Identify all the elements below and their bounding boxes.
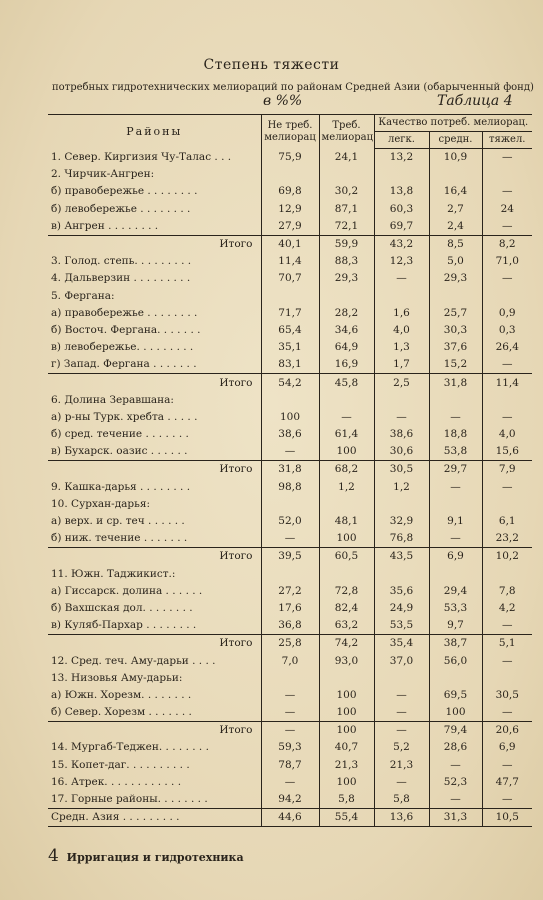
table-row-total — [48, 235, 532, 253]
value-medium: 9,1 — [429, 513, 482, 530]
value-heavy: — — [482, 652, 532, 669]
value-need: 68,2 — [319, 461, 374, 479]
value-medium: — — [429, 479, 482, 496]
value-light: 5,8 — [374, 791, 429, 809]
table-row-total — [48, 374, 532, 392]
value-heavy — [482, 166, 532, 183]
value-no-need: 39,5 — [261, 548, 319, 566]
table-row — [48, 201, 532, 218]
value-medium: 31,8 — [429, 374, 482, 392]
value-no-need: 94,2 — [261, 791, 319, 809]
region-name: 10. Сурхан-дарья: — [51, 497, 151, 510]
value-no-need — [261, 566, 319, 583]
value-medium — [429, 288, 482, 305]
value-medium: 29,4 — [429, 583, 482, 600]
table-subtitle: потребных гидротехнических мелиораций по районам Средней Азии (обарыченный фонд) — [52, 82, 534, 93]
value-no-need — [261, 670, 319, 687]
table-row — [48, 426, 532, 443]
value-heavy: — — [482, 791, 532, 809]
value-no-need: 54,2 — [261, 374, 319, 392]
value-heavy: 10,2 — [482, 548, 532, 566]
value-heavy: — — [482, 270, 532, 287]
value-no-need: 31,8 — [261, 461, 319, 479]
value-heavy: 24 — [482, 201, 532, 218]
value-medium: 10,9 — [429, 149, 482, 167]
value-medium: — — [429, 757, 482, 774]
value-heavy: 47,7 — [482, 774, 532, 791]
table-row-final — [48, 809, 532, 827]
header-regions: Районы — [48, 115, 261, 149]
header-medium: средн. — [429, 132, 482, 149]
value-light: — — [374, 704, 429, 722]
table-row — [48, 356, 532, 374]
table-row — [48, 513, 532, 530]
region-name: Итого — [48, 374, 261, 392]
value-no-need: — — [261, 687, 319, 704]
value-heavy: 20,6 — [482, 722, 532, 740]
region-name: Итого — [48, 548, 261, 566]
value-need — [319, 496, 374, 513]
table-number: Таблица 4 — [437, 93, 513, 109]
value-no-need: 44,6 — [261, 809, 319, 827]
value-medium: 31,3 — [429, 809, 482, 827]
table-row — [48, 409, 532, 426]
value-need: 87,1 — [319, 201, 374, 218]
value-no-need: 75,9 — [261, 149, 319, 167]
value-light: 13,8 — [374, 183, 429, 200]
table-row — [48, 566, 532, 583]
table-row — [48, 757, 532, 774]
region-name: 11. Южн. Таджикист.: — [51, 567, 176, 580]
table-row — [48, 288, 532, 305]
table-row — [48, 704, 532, 722]
value-need: 93,0 — [319, 652, 374, 669]
value-light — [374, 496, 429, 513]
value-medium — [429, 166, 482, 183]
value-no-need: 71,7 — [261, 305, 319, 322]
table-row — [48, 270, 532, 287]
region-name: 5. Фергана: — [51, 289, 115, 302]
table-row — [48, 166, 532, 183]
value-light — [374, 166, 429, 183]
value-medium: 29,3 — [429, 270, 482, 287]
value-no-need: 36,8 — [261, 617, 319, 635]
value-no-need: 65,4 — [261, 322, 319, 339]
value-need — [319, 288, 374, 305]
value-light: 35,4 — [374, 635, 429, 653]
value-light: 30,5 — [374, 461, 429, 479]
region-name: б) ниж. течение . . . . . . . — [51, 532, 188, 545]
value-heavy: 30,5 — [482, 687, 532, 704]
value-need: 72,1 — [319, 218, 374, 236]
value-no-need: 100 — [261, 409, 319, 426]
table-row — [48, 583, 532, 600]
value-need: 30,2 — [319, 183, 374, 200]
value-no-need: 70,7 — [261, 270, 319, 287]
value-need: 60,5 — [319, 548, 374, 566]
value-medium: — — [429, 530, 482, 548]
value-light: 53,5 — [374, 617, 429, 635]
value-need: 24,1 — [319, 149, 374, 167]
value-medium: 28,6 — [429, 739, 482, 756]
value-need: 100 — [319, 443, 374, 461]
value-need: 100 — [319, 704, 374, 722]
value-need: 64,9 — [319, 339, 374, 356]
region-name: Итого — [48, 722, 261, 740]
value-need: 100 — [319, 774, 374, 791]
table-row — [48, 617, 532, 635]
value-need: 55,4 — [319, 809, 374, 827]
table-row-total — [48, 635, 532, 653]
value-medium: 5,0 — [429, 253, 482, 270]
region-name: б) Вахшская дол. . . . . . . . — [51, 601, 193, 614]
data-table-wrapper — [48, 114, 532, 827]
value-medium: 52,3 — [429, 774, 482, 791]
value-medium: 100 — [429, 704, 482, 722]
value-medium: 79,4 — [429, 722, 482, 740]
value-need: 61,4 — [319, 426, 374, 443]
value-no-need: 52,0 — [261, 513, 319, 530]
value-heavy: — — [482, 218, 532, 236]
value-light — [374, 566, 429, 583]
value-need: 34,6 — [319, 322, 374, 339]
value-light — [374, 392, 429, 409]
table-row — [48, 791, 532, 809]
region-name: б) Восточ. Фергана. . . . . . . — [51, 323, 201, 336]
value-light: 69,7 — [374, 218, 429, 236]
value-heavy: 0,9 — [482, 305, 532, 322]
value-no-need: — — [261, 530, 319, 548]
value-no-need — [261, 166, 319, 183]
value-medium: — — [429, 409, 482, 426]
region-name: 2. Чирчик-Ангрен: — [51, 168, 155, 181]
value-medium: 6,9 — [429, 548, 482, 566]
value-medium: 38,7 — [429, 635, 482, 653]
value-no-need: — — [261, 443, 319, 461]
region-name: б) левобережье . . . . . . . . — [51, 202, 191, 215]
value-heavy: 8,2 — [482, 235, 532, 253]
value-no-need — [261, 496, 319, 513]
value-no-need: — — [261, 704, 319, 722]
region-name: 1. Север. Киргизия Чу-Талас . . . — [51, 150, 232, 163]
value-heavy — [482, 288, 532, 305]
table-row — [48, 443, 532, 461]
value-heavy: 0,3 — [482, 322, 532, 339]
value-light: 2,5 — [374, 374, 429, 392]
data-table — [48, 114, 532, 827]
value-light: 1,3 — [374, 339, 429, 356]
value-no-need: 69,8 — [261, 183, 319, 200]
region-name: Итого — [48, 635, 261, 653]
value-no-need: 98,8 — [261, 479, 319, 496]
value-light: 35,6 — [374, 583, 429, 600]
value-medium: 25,7 — [429, 305, 482, 322]
value-need: 100 — [319, 687, 374, 704]
table-row — [48, 305, 532, 322]
value-no-need: — — [261, 722, 319, 740]
value-heavy: — — [482, 409, 532, 426]
value-medium: 2,4 — [429, 218, 482, 236]
value-light — [374, 288, 429, 305]
value-need: 88,3 — [319, 253, 374, 270]
value-medium: 16,4 — [429, 183, 482, 200]
table-row-total — [48, 548, 532, 566]
table-row — [48, 183, 532, 200]
value-need: 63,2 — [319, 617, 374, 635]
journal-name: Ирригация и гидротехника — [66, 851, 244, 864]
value-no-need: 40,1 — [261, 235, 319, 253]
value-light: 76,8 — [374, 530, 429, 548]
header-need: Треб. мелиорац — [319, 115, 374, 149]
table-row — [48, 670, 532, 687]
value-heavy — [482, 392, 532, 409]
value-need — [319, 670, 374, 687]
region-name: 17. Горные районы. . . . . . . . — [51, 793, 208, 806]
header-heavy: тяжел. — [482, 132, 532, 149]
table-row — [48, 339, 532, 356]
region-name: б) Север. Хорезм . . . . . . . — [51, 706, 192, 719]
value-light: 13,6 — [374, 809, 429, 827]
region-name: Итого — [48, 235, 261, 253]
value-heavy — [482, 670, 532, 687]
value-heavy: — — [482, 757, 532, 774]
value-need — [319, 566, 374, 583]
value-light: 37,0 — [374, 652, 429, 669]
region-name: а) Гиссарск. долина . . . . . . — [51, 584, 203, 597]
value-light: 30,6 — [374, 443, 429, 461]
value-heavy: 4,2 — [482, 600, 532, 617]
value-heavy: 10,5 — [482, 809, 532, 827]
table-row-total — [48, 722, 532, 740]
value-heavy: 5,1 — [482, 635, 532, 653]
value-medium: 37,6 — [429, 339, 482, 356]
value-light: 5,2 — [374, 739, 429, 756]
value-need: 28,2 — [319, 305, 374, 322]
table-row — [48, 496, 532, 513]
value-medium: 30,3 — [429, 322, 482, 339]
value-medium: 15,2 — [429, 356, 482, 374]
value-light: 43,2 — [374, 235, 429, 253]
region-name: в) Куляб-Пархар . . . . . . . . — [51, 619, 197, 632]
value-light: — — [374, 687, 429, 704]
value-light: — — [374, 774, 429, 791]
value-need: 59,9 — [319, 235, 374, 253]
value-heavy: 71,0 — [482, 253, 532, 270]
header-quality: Качество потреб. мелиорац. — [374, 115, 532, 132]
region-name: а) верх. и ср. теч . . . . . . — [51, 515, 185, 528]
value-heavy — [482, 566, 532, 583]
page-number: 4 — [48, 846, 59, 866]
value-medium: 29,7 — [429, 461, 482, 479]
table-body — [48, 149, 532, 827]
value-no-need: 27,9 — [261, 218, 319, 236]
table-row — [48, 600, 532, 617]
value-heavy: 11,4 — [482, 374, 532, 392]
value-need: 45,8 — [319, 374, 374, 392]
value-heavy: 7,9 — [482, 461, 532, 479]
value-need: 40,7 — [319, 739, 374, 756]
value-heavy: 26,4 — [482, 339, 532, 356]
value-no-need: 12,9 — [261, 201, 319, 218]
value-medium: 69,5 — [429, 687, 482, 704]
region-name: Средн. Азия . . . . . . . . . — [48, 809, 261, 827]
value-heavy: 7,8 — [482, 583, 532, 600]
value-no-need: 78,7 — [261, 757, 319, 774]
region-name: б) правобережье . . . . . . . . — [51, 185, 198, 198]
value-no-need — [261, 288, 319, 305]
table-row-total — [48, 461, 532, 479]
value-light: — — [374, 409, 429, 426]
value-heavy: 4,0 — [482, 426, 532, 443]
value-need: 21,3 — [319, 757, 374, 774]
value-no-need: 59,3 — [261, 739, 319, 756]
region-name: б) сред. течение . . . . . . . — [51, 428, 189, 441]
value-medium — [429, 566, 482, 583]
value-light — [374, 670, 429, 687]
region-name: в) Ангрен . . . . . . . . — [51, 219, 159, 232]
value-no-need — [261, 392, 319, 409]
table-row — [48, 149, 532, 167]
value-heavy: — — [482, 149, 532, 167]
value-heavy: — — [482, 704, 532, 722]
region-name: 16. Атрек. . . . . . . . . . . . — [51, 775, 182, 788]
value-light: — — [374, 270, 429, 287]
value-no-need: 83,1 — [261, 356, 319, 374]
value-need: 72,8 — [319, 583, 374, 600]
value-light: 60,3 — [374, 201, 429, 218]
value-heavy: — — [482, 183, 532, 200]
region-name: 12. Сред. теч. Аму-дарьи . . . . — [51, 654, 216, 667]
region-name: 9. Кашка-дарья . . . . . . . . — [51, 480, 191, 493]
table-row — [48, 218, 532, 236]
value-need: 100 — [319, 722, 374, 740]
value-heavy: — — [482, 356, 532, 374]
page-footer — [48, 846, 244, 866]
region-name: 4. Дальверзин . . . . . . . . . — [51, 272, 191, 285]
value-no-need: 7,0 — [261, 652, 319, 669]
value-need: 5,8 — [319, 791, 374, 809]
region-name: Итого — [48, 461, 261, 479]
table-row — [48, 392, 532, 409]
value-light: 12,3 — [374, 253, 429, 270]
region-name: в) левобережье. . . . . . . . . — [51, 341, 194, 354]
value-medium — [429, 670, 482, 687]
value-light: 13,2 — [374, 149, 429, 167]
table-row — [48, 739, 532, 756]
value-need: 100 — [319, 530, 374, 548]
value-light: 1,7 — [374, 356, 429, 374]
value-medium — [429, 496, 482, 513]
region-name: 14. Мургаб-Теджен. . . . . . . . — [51, 741, 209, 754]
value-heavy: — — [482, 479, 532, 496]
value-light: 4,0 — [374, 322, 429, 339]
value-medium: — — [429, 791, 482, 809]
region-name: г) Запад. Фергана . . . . . . . — [51, 358, 197, 371]
value-need: 48,1 — [319, 513, 374, 530]
value-need — [319, 166, 374, 183]
value-no-need: 25,8 — [261, 635, 319, 653]
table-row — [48, 253, 532, 270]
value-heavy: 15,6 — [482, 443, 532, 461]
value-light: 21,3 — [374, 757, 429, 774]
value-light: 1,6 — [374, 305, 429, 322]
table-row — [48, 530, 532, 548]
value-no-need: 35,1 — [261, 339, 319, 356]
value-light: 24,9 — [374, 600, 429, 617]
value-no-need: 27,2 — [261, 583, 319, 600]
value-light: 1,2 — [374, 479, 429, 496]
value-need: 29,3 — [319, 270, 374, 287]
value-medium: 53,8 — [429, 443, 482, 461]
table-row — [48, 652, 532, 669]
value-need: — — [319, 409, 374, 426]
table-row — [48, 479, 532, 496]
value-medium: 9,7 — [429, 617, 482, 635]
region-name: 15. Копет-даг. . . . . . . . . . — [51, 758, 190, 771]
value-medium: 8,5 — [429, 235, 482, 253]
value-medium: 56,0 — [429, 652, 482, 669]
value-need: 1,2 — [319, 479, 374, 496]
value-heavy: 6,9 — [482, 739, 532, 756]
value-light: 32,9 — [374, 513, 429, 530]
region-name: в) Бухарск. оазис . . . . . . — [51, 445, 188, 458]
value-light: 38,6 — [374, 426, 429, 443]
value-medium: 53,3 — [429, 600, 482, 617]
header-light: легк. — [374, 132, 429, 149]
value-light: 43,5 — [374, 548, 429, 566]
value-no-need: 17,6 — [261, 600, 319, 617]
value-no-need: 38,6 — [261, 426, 319, 443]
value-no-need: 11,4 — [261, 253, 319, 270]
region-name: 3. Голод. степь. . . . . . . . . — [51, 255, 192, 268]
value-need: 16,9 — [319, 356, 374, 374]
value-medium: 2,7 — [429, 201, 482, 218]
value-heavy — [482, 496, 532, 513]
region-name: 6. Долина Зеравшана: — [51, 393, 174, 406]
value-need: 82,4 — [319, 600, 374, 617]
value-medium — [429, 392, 482, 409]
value-need: 74,2 — [319, 635, 374, 653]
units-label: в %% — [263, 93, 303, 109]
table-title: Степень тяжести — [203, 57, 340, 73]
value-light: — — [374, 722, 429, 740]
table-row — [48, 687, 532, 704]
value-need — [319, 392, 374, 409]
value-heavy: 23,2 — [482, 530, 532, 548]
value-no-need: — — [261, 774, 319, 791]
table-row — [48, 322, 532, 339]
region-name: а) правобережье . . . . . . . . — [51, 306, 198, 319]
header-no-need: Не треб. мелиорац — [261, 115, 319, 149]
region-name: 13. Низовья Аму-дарьи: — [51, 671, 183, 684]
table-row — [48, 774, 532, 791]
region-name: а) р-ны Турк. хребта . . . . . — [51, 410, 198, 423]
value-medium: 18,8 — [429, 426, 482, 443]
region-name: а) Южн. Хорезм. . . . . . . . — [51, 688, 192, 701]
value-heavy: 6,1 — [482, 513, 532, 530]
value-heavy: — — [482, 617, 532, 635]
